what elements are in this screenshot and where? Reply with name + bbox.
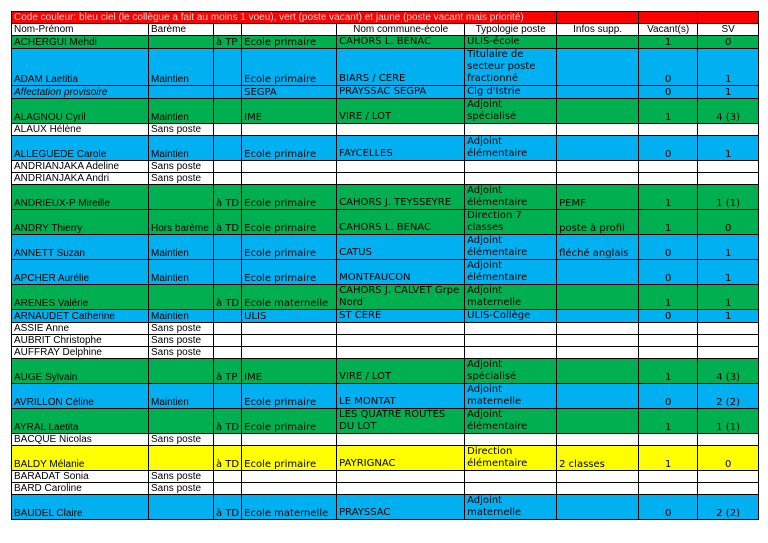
cell-bareme: Sans poste [149,161,214,173]
cell-infos [557,409,639,434]
cell-infos [557,310,639,323]
cell-typologie [465,335,557,347]
cell-type-ecole: Ecole maternelle [242,495,337,520]
cell-sv [698,323,759,335]
cell-vacant: 1 [639,285,698,310]
cell-typologie: ULIS-école [465,36,557,49]
cell-bareme [149,36,214,49]
col-header-commune: Nom commune-école [337,24,465,36]
cell-commune: CATUS [337,235,465,260]
cell-bareme [149,285,214,310]
cell-temps [214,471,242,483]
cell-sv: 2 (2) [698,384,759,409]
cell-infos [557,36,639,49]
cell-temps [214,124,242,136]
cell-infos [557,86,639,99]
cell-bareme: Hors barème [149,210,214,235]
col-header-infos: Infos supp. [557,24,639,36]
table-row [12,99,759,124]
col-header-vacants: Vacant(s) [639,24,698,36]
cell-typologie [465,483,557,495]
table-row [12,161,759,173]
cell-vacant [639,471,698,483]
table-row [12,285,759,310]
cell-temps [214,260,242,285]
table-row [12,434,759,446]
cell-sv: 2 (2) [698,495,759,520]
cell-sv: 1 [698,260,759,285]
cell-infos [557,471,639,483]
cell-nom: AVRILLON Céline [12,384,149,409]
cell-nom: ADAM Laetitia [12,49,149,86]
cell-commune: PRAYSSAC [337,495,465,520]
cell-commune: BIARS / CERE [337,49,465,86]
cell-vacant: 0 [639,495,698,520]
cell-vacant [639,161,698,173]
cell-typologie: Adjoint élémentaire [465,185,557,210]
cell-sv: 0 [698,36,759,49]
cell-typologie: Adjoint maternelle [465,384,557,409]
cell-bareme: Maintien [149,235,214,260]
cell-typologie: ULIS-Collège [465,310,557,323]
cell-bareme: Maintien [149,384,214,409]
cell-infos: fléché anglais [557,235,639,260]
cell-type-ecole: Ecole primaire [242,260,337,285]
color-legend-text: Code couleur: bleu ciel (le collègue a fait au moins 1 voeu), vert (poste vacant) et jaune (poste vacant mais priorité) [12,12,557,24]
cell-nom: ASSIE Anne [12,323,149,335]
cell-type-ecole [242,323,337,335]
cell-typologie [465,434,557,446]
cell-commune: LE MONTAT [337,384,465,409]
cell-commune [337,335,465,347]
cell-temps [214,483,242,495]
cell-typologie: Adjoint élémentaire [465,260,557,285]
cell-type-ecole: Ecole maternelle [242,285,337,310]
cell-commune: CAHORS J. CALVET Grpe Nord [337,285,465,310]
cell-typologie: Titulaire de secteur poste fractionné [465,49,557,86]
cell-infos [557,335,639,347]
cell-typologie [465,173,557,185]
cell-type-ecole: Ecole primaire [242,36,337,49]
table-row [12,409,759,434]
cell-nom: ALLEGUEDE Carole [12,136,149,161]
cell-sv [698,173,759,185]
cell-commune [337,124,465,136]
cell-vacant: 0 [639,136,698,161]
cell-type-ecole: Ecole primaire [242,185,337,210]
cell-nom: AUFFRAY Delphine [12,347,149,359]
cell-infos [557,483,639,495]
cell-infos [557,161,639,173]
cell-infos: PEMF [557,185,639,210]
cell-sv [698,124,759,136]
cell-temps: à TD [214,285,242,310]
cell-vacant: 1 [639,210,698,235]
cell-sv [698,471,759,483]
table-row [12,323,759,335]
cell-nom: AUGE Sylvain [12,359,149,384]
cell-temps: à TP [214,359,242,384]
cell-commune: ST CERE [337,310,465,323]
cell-vacant: 0 [639,260,698,285]
cell-typologie [465,124,557,136]
cell-temps: à TD [214,185,242,210]
cell-temps [214,434,242,446]
cell-bareme: Maintien [149,49,214,86]
table-row [12,235,759,260]
cell-infos [557,99,639,124]
cell-infos [557,49,639,86]
cell-commune [337,161,465,173]
cell-commune [337,347,465,359]
cell-sv: 1 [698,310,759,323]
cell-infos: 2 classes [557,446,639,471]
table-row [12,471,759,483]
cell-temps [214,235,242,260]
cell-commune [337,323,465,335]
cell-sv [698,347,759,359]
assignment-table [11,11,759,520]
table-row [12,49,759,86]
cell-typologie [465,161,557,173]
cell-infos [557,260,639,285]
cell-nom: ANNETT Suzan [12,235,149,260]
cell-bareme: Sans poste [149,335,214,347]
cell-nom: ARNAUDET Catherine [12,310,149,323]
cell-sv: 1 [698,285,759,310]
table-row [12,36,759,49]
cell-sv: 4 (3) [698,359,759,384]
cell-commune: MONTFAUCON [337,260,465,285]
cell-nom: ALAGNOU Cyril [12,99,149,124]
cell-commune: CAHORS L. BENAC [337,36,465,49]
cell-type-ecole [242,173,337,185]
cell-temps: à TD [214,210,242,235]
table-row [12,310,759,323]
cell-commune: CAHORS J. TEYSSEYRE [337,185,465,210]
cell-vacant [639,173,698,185]
cell-typologie [465,347,557,359]
cell-nom: AYRAL Laetita [12,409,149,434]
table-row [12,210,759,235]
cell-nom: ANDRY Thierry [12,210,149,235]
cell-type-ecole [242,335,337,347]
cell-infos [557,136,639,161]
table-row [12,384,759,409]
table-row [12,136,759,161]
cell-sv [698,483,759,495]
cell-bareme [149,495,214,520]
col-header-bareme: Barème [149,24,214,36]
cell-bareme [149,446,214,471]
header-row [12,24,759,36]
table-row [12,359,759,384]
cell-vacant [639,335,698,347]
cell-temps [214,173,242,185]
cell-type-ecole: SEGPA [242,86,337,99]
cell-typologie: Direction élémentaire [465,446,557,471]
table-row [12,335,759,347]
cell-nom: ACHERGUI Mehdi [12,36,149,49]
cell-vacant [639,124,698,136]
cell-temps [214,49,242,86]
cell-bareme [149,359,214,384]
cell-sv: 1 [698,136,759,161]
cell-commune [337,173,465,185]
cell-commune: VIRE / LOT [337,99,465,124]
cell-type-ecole: ULIS [242,310,337,323]
cell-temps: à TP [214,36,242,49]
cell-type-ecole: Ecole primaire [242,409,337,434]
cell-infos: poste à profil [557,210,639,235]
table-row [12,185,759,210]
cell-infos [557,495,639,520]
cell-sv: 1 (1) [698,185,759,210]
cell-temps [214,323,242,335]
cell-type-ecole: IME [242,359,337,384]
cell-commune: VIRE / LOT [337,359,465,384]
cell-vacant: 0 [639,384,698,409]
col-header-typologie: Typologie poste [465,24,557,36]
cell-temps [214,161,242,173]
cell-sv [698,335,759,347]
cell-type-ecole: IME [242,99,337,124]
cell-bareme: Maintien [149,136,214,161]
cell-type-ecole: Ecole primaire [242,384,337,409]
cell-nom: ALAUX Hélène [12,124,149,136]
cell-bareme: Sans poste [149,347,214,359]
cell-type-ecole [242,434,337,446]
cell-bareme: Maintien [149,99,214,124]
cell-typologie [465,471,557,483]
cell-nom: AUBRIT Christophe [12,335,149,347]
cell-vacant: 0 [639,235,698,260]
cell-infos [557,384,639,409]
cell-temps [214,310,242,323]
cell-sv: 1 [698,235,759,260]
cell-bareme: Sans poste [149,483,214,495]
cell-nom: BALDY Mélanie [12,446,149,471]
cell-bareme: Sans poste [149,323,214,335]
col-header-sv: SV [698,24,759,36]
cell-typologie: Adjoint spécialisé [465,359,557,384]
cell-commune: PRAYSSAC SEGPA [337,86,465,99]
cell-typologie [465,323,557,335]
cell-sv: 4 (3) [698,99,759,124]
cell-temps [214,136,242,161]
cell-type-ecole: Ecole primaire [242,49,337,86]
col-header-type [242,24,337,36]
cell-vacant [639,434,698,446]
table-row [12,260,759,285]
cell-vacant: 1 [639,36,698,49]
cell-bareme: Sans poste [149,434,214,446]
cell-bareme: Sans poste [149,124,214,136]
table-row [12,446,759,471]
cell-infos [557,347,639,359]
cell-nom: BAUDEL Claire [12,495,149,520]
cell-nom: BARD Caroline [12,483,149,495]
cell-nom: ANDRIEUX-P Mireille [12,185,149,210]
cell-typologie: Adjoint élémentaire [465,235,557,260]
cell-type-ecole [242,124,337,136]
table-row [12,124,759,136]
cell-type-ecole [242,161,337,173]
cell-nom: ANDRIANJAKA Andri [12,173,149,185]
cell-vacant: 1 [639,446,698,471]
cell-sv: 1 [698,49,759,86]
cell-vacant: 0 [639,86,698,99]
cell-sv [698,434,759,446]
cell-typologie: Direction 7 classes [465,210,557,235]
cell-nom: Affectation provisoire [12,86,149,99]
cell-vacant: 0 [639,310,698,323]
cell-sv: 1 (1) [698,409,759,434]
cell-commune: FAYCELLES [337,136,465,161]
cell-vacant: 0 [639,49,698,86]
cell-typologie: Adjoint maternelle [465,495,557,520]
table-row [12,173,759,185]
cell-typologie: Clg d'Istrie [465,86,557,99]
cell-vacant: 1 [639,359,698,384]
cell-commune: CAHORS L. BENAC [337,210,465,235]
cell-bareme: Maintien [149,260,214,285]
cell-vacant [639,483,698,495]
cell-bareme: Sans poste [149,173,214,185]
cell-bareme [149,185,214,210]
cell-infos [557,359,639,384]
table-row [12,483,759,495]
cell-sv [698,161,759,173]
cell-bareme: Sans poste [149,471,214,483]
cell-nom: BARADAT Sonia [12,471,149,483]
cell-temps: à TD [214,446,242,471]
color-legend-row [12,12,759,24]
cell-temps [214,335,242,347]
cell-infos [557,285,639,310]
cell-nom: ANDRIANJAKA Adeline [12,161,149,173]
cell-vacant: 1 [639,99,698,124]
cell-bareme: Maintien [149,310,214,323]
cell-infos [557,124,639,136]
table-row [12,495,759,520]
cell-vacant: 1 [639,185,698,210]
cell-vacant [639,347,698,359]
cell-commune [337,434,465,446]
cell-infos [557,173,639,185]
cell-infos [557,323,639,335]
cell-sv: 0 [698,210,759,235]
cell-bareme [149,409,214,434]
cell-temps: à TD [214,495,242,520]
cell-type-ecole: Ecole primaire [242,235,337,260]
cell-temps [214,86,242,99]
table-row [12,347,759,359]
col-header-nom: Nom-Prénom [12,24,149,36]
cell-commune: PAYRIGNAC [337,446,465,471]
cell-type-ecole: Ecole primaire [242,210,337,235]
cell-nom: ARENES Valérie [12,285,149,310]
cell-typologie: Adjoint élémentaire [465,136,557,161]
cell-temps [214,347,242,359]
cell-type-ecole: Ecole primaire [242,446,337,471]
cell-sv: 0 [698,446,759,471]
cell-temps: à TD [214,409,242,434]
cell-type-ecole [242,483,337,495]
cell-typologie: Adjoint spécialisé [465,99,557,124]
cell-type-ecole [242,347,337,359]
cell-nom: APCHER Aurélie [12,260,149,285]
cell-temps [214,99,242,124]
cell-temps [214,384,242,409]
cell-nom: BACQUE Nicolas [12,434,149,446]
cell-type-ecole [242,471,337,483]
cell-commune [337,483,465,495]
cell-commune [337,471,465,483]
cell-bareme [149,86,214,99]
table-row [12,86,759,99]
cell-commune: LES QUATRE ROUTES DU LOT [337,409,465,434]
cell-sv: 1 [698,86,759,99]
cell-vacant [639,323,698,335]
cell-typologie: Adjoint élémentaire [465,409,557,434]
col-header-temps [214,24,242,36]
cell-typologie: Adjoint maternelle [465,285,557,310]
cell-infos [557,434,639,446]
cell-type-ecole: Ecole primaire [242,136,337,161]
cell-vacant: 1 [639,409,698,434]
